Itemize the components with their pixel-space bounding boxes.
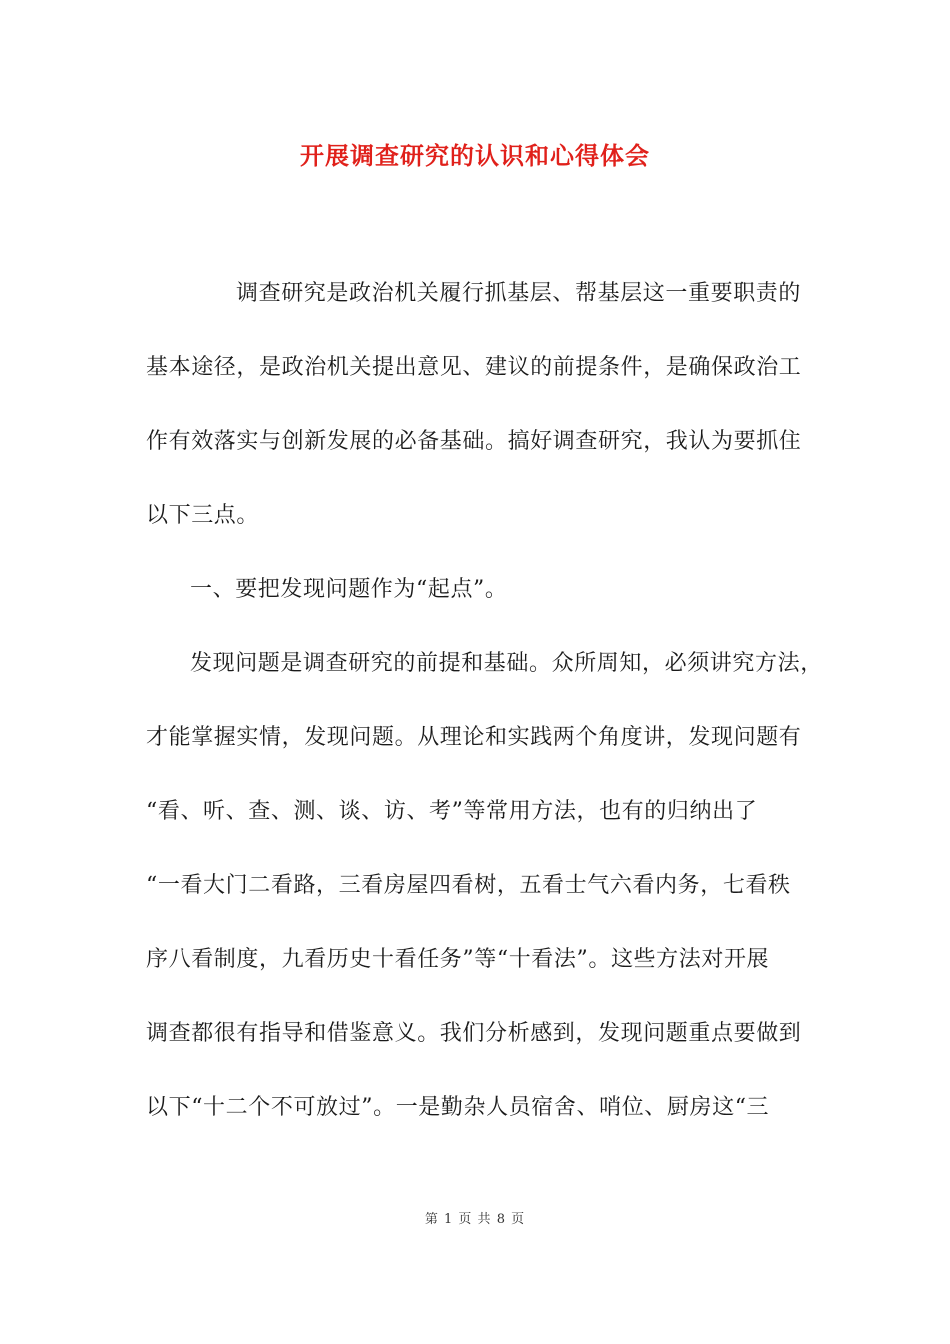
paragraph-line: 作有效落实与创新发展的必备基础。搞好调查研究，我认为要抓住 [146, 429, 802, 454]
paragraph-line: “看、听、查、测、谈、访、考”等常用方法，也有的归纳出了 [146, 799, 758, 824]
paragraph-line: 才能掌握实情，发现问题。从理论和实践两个角度讲，发现问题有 [146, 725, 802, 750]
document-title: 开展调查研究的认识和心得体会 [300, 141, 650, 170]
section-heading: 一、要把发现问题作为“起点”。 [190, 577, 508, 602]
paragraph-line: 调查研究是政治机关履行抓基层、帮基层这一重要职责的 [236, 281, 802, 306]
paragraph-line: “一看大门二看路，三看房屋四看树，五看士气六看内务，七看秩 [146, 873, 791, 898]
paragraph-line: 发现问题是调查研究的前提和基础。众所周知，必须讲究方法， [190, 651, 823, 676]
paragraph-line: 调查都很有指导和借鉴意义。我们分析感到，发现问题重点要做到 [146, 1021, 802, 1046]
paragraph-line: 以下“十二个不可放过”。一是勤杂人员宿舍、哨位、厨房这“三 [146, 1095, 770, 1120]
paragraph-line: 以下三点。 [146, 503, 260, 528]
paragraph-line: 基本途径，是政治机关提出意见、建议的前提条件，是确保政治工 [146, 355, 802, 380]
page-number: 第 1 页 共 8 页 [424, 1212, 526, 1227]
paragraph-line: 序八看制度，九看历史十看任务”等“十看法”。这些方法对开展 [146, 947, 770, 972]
